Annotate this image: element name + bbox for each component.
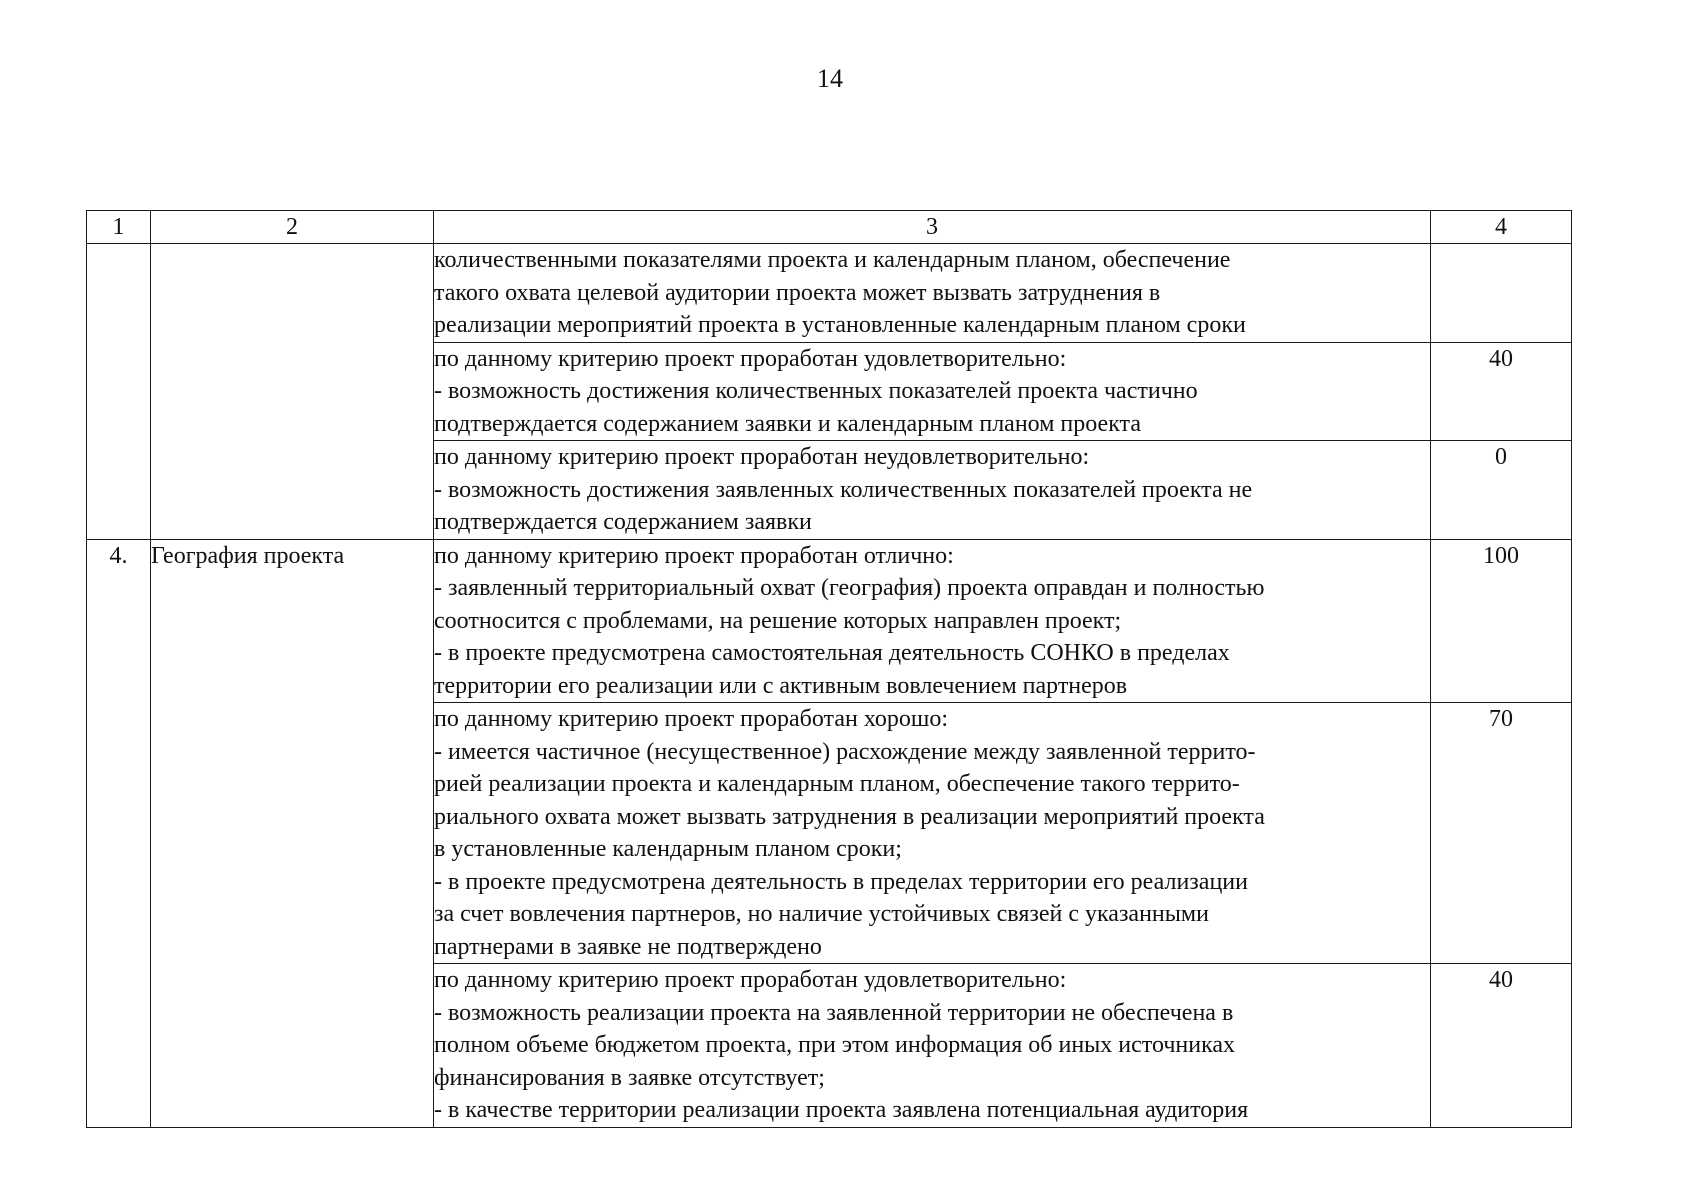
description-line: количественными показателями проекта и календарным планом, обеспечение (434, 247, 1231, 273)
header-row (87, 211, 1572, 244)
description-line: по данному критерию проект проработан неудовлетворительно: (434, 444, 1090, 470)
criterion-number: 4. (87, 539, 151, 1127)
description-line: - имеется частичное (несущественное) расхождение между заявленной террито- (434, 738, 1256, 765)
criterion-description (434, 342, 1431, 441)
score-value: 40 (1431, 964, 1572, 1128)
table-body (87, 244, 1572, 1128)
score-value (1431, 244, 1572, 343)
description-line: - в проекте предусмотрена деятельность в пределах территории его реализации (434, 868, 1248, 895)
criterion-name: География проекта (151, 539, 434, 1127)
header-col-2: 2 (151, 211, 434, 244)
description-line: по данному критерию проект проработан удовлетворительно: (434, 345, 1067, 372)
description-line: риального охвата может вызвать затруднения в реализации мероприятий проекта (434, 803, 1265, 830)
description-line: территории его реализации или с активным вовлечением партнеров (434, 672, 1128, 699)
score-value: 0 (1431, 441, 1572, 540)
description-line: по данному критерию проект проработан удовлетворительно: (434, 967, 1067, 993)
criterion-description (434, 244, 1431, 343)
description-line: - возможность реализации проекта на заявленной территории не обеспечена в (434, 999, 1234, 1026)
table-header (87, 211, 1572, 244)
description-line: - в проекте предусмотрена самостоятельная деятельность СОНКО в пределах (434, 640, 1230, 666)
description-line: рией реализации проекта и календарным планом, обеспечение такого террито- (434, 771, 1240, 797)
description-line: за счет вовлечения партнеров, но наличие устойчивых связей с указанными (434, 901, 1209, 927)
score-value: 70 (1431, 703, 1572, 964)
description-line: подтверждается содержанием заявки (434, 509, 812, 535)
description-line: реализации мероприятий проекта в установленные календарным планом сроки (434, 312, 1246, 338)
table-row (87, 244, 1572, 343)
description-line: подтверждается содержанием заявки и календарным планом проекта (434, 410, 1141, 437)
criterion-description (434, 964, 1431, 1128)
header-col-4: 4 (1431, 211, 1572, 244)
criterion-description (434, 441, 1431, 540)
page-number: 14 (817, 64, 843, 93)
score-value: 100 (1431, 539, 1572, 703)
header-col-3: 3 (434, 211, 1431, 244)
criterion-number (87, 244, 151, 540)
description-line: - в качестве территории реализации проекта заявлена потенциальная аудитория (434, 1097, 1249, 1123)
description-line: - возможность достижения заявленных количественных показателей проекта не (434, 476, 1253, 503)
description-line: - заявленный территориальный охват (география) проекта оправдан и полностью (434, 575, 1265, 601)
score-value: 40 (1431, 342, 1572, 441)
description-line: в установленные календарным планом сроки; (434, 836, 902, 862)
description-line: - возможность достижения количественных показателей проекта частично (434, 378, 1198, 404)
criterion-description (434, 703, 1431, 964)
description-line: по данному критерию проект проработан хорошо: (434, 706, 949, 732)
description-line: полном объеме бюджетом проекта, при этом информация об иных источниках (434, 1032, 1236, 1058)
criterion-description (434, 539, 1431, 703)
table-row (87, 539, 1572, 703)
description-line: такого охвата целевой аудитории проекта может вызвать затруднения в (434, 279, 1161, 306)
description-line: партнерами в заявке не подтверждено (434, 933, 822, 960)
description-line: по данному критерию проект проработан отлично: (434, 542, 954, 569)
description-line: финансирования в заявке отсутствует; (434, 1064, 825, 1091)
header-col-1: 1 (87, 211, 151, 244)
description-line: соотносится с проблемами, на решение которых направлен проект; (434, 607, 1122, 634)
criterion-name (151, 244, 434, 540)
criteria-table (86, 210, 1572, 1128)
